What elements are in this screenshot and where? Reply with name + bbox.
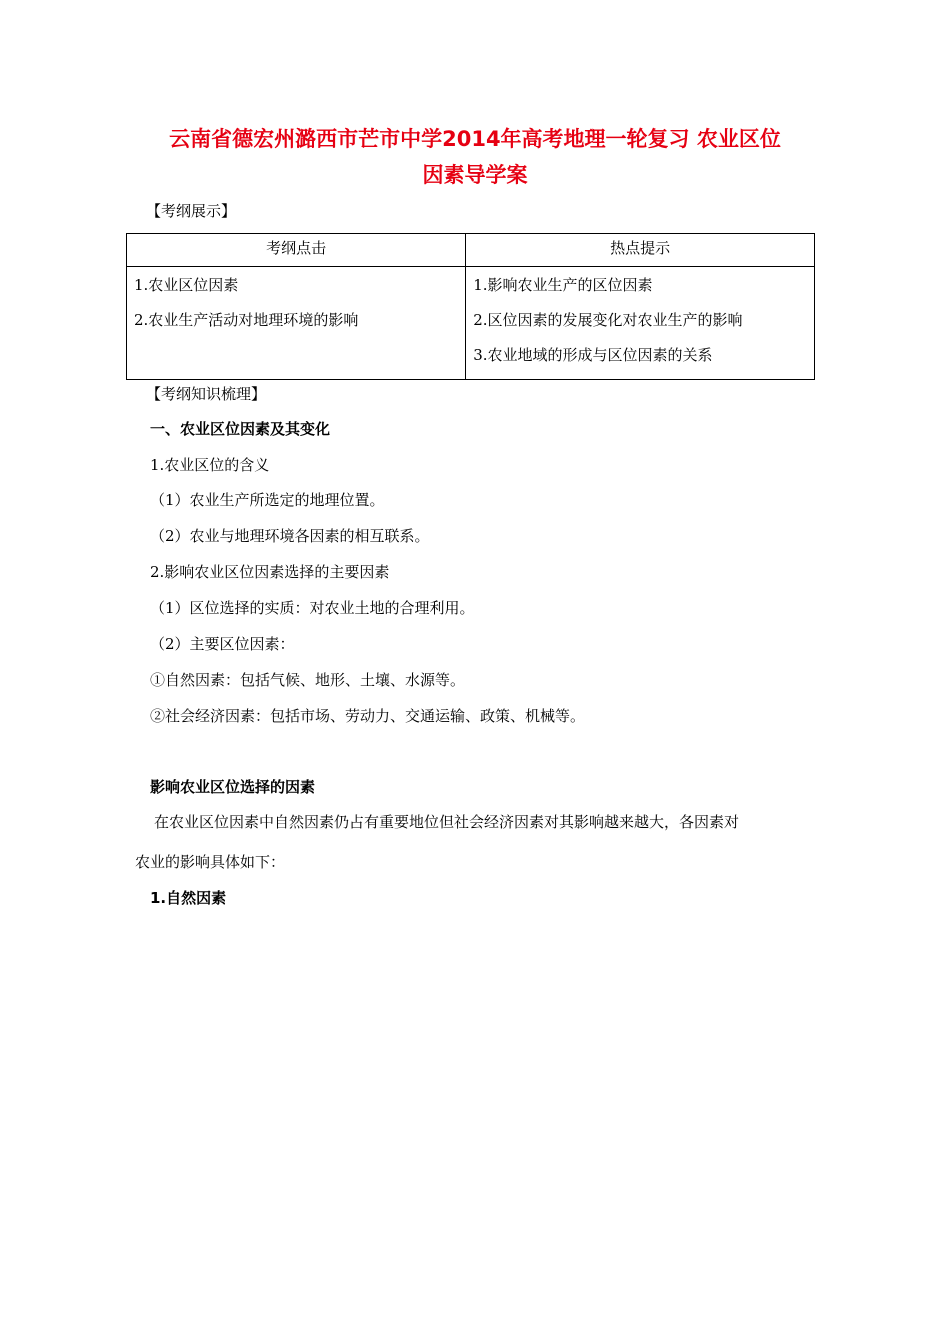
section-heading: 一、农业区位因素及其变化 xyxy=(150,420,331,438)
outline-cell-right xyxy=(466,267,815,380)
section-heading: 影响农业区位选择的因素 xyxy=(150,778,316,796)
outline-table xyxy=(126,233,815,380)
outline-right-item: 3.农业地域的形成与区位因素的关系 xyxy=(473,346,713,364)
outline-table-row xyxy=(127,267,815,380)
outline-left-item: 1.农业区位因素 xyxy=(134,276,239,294)
section-line: ①自然因素：包括气候、地形、土壤、水源等。 xyxy=(150,671,466,689)
paragraph-line: 在农业区位因素中自然因素仍占有重要地位但社会经济因素对其影响越来越大，各因素对 xyxy=(154,813,740,831)
outline-left-item: 2.农业生产活动对地理环境的影响 xyxy=(134,311,359,329)
paragraph-line: 农业的影响具体如下： xyxy=(135,853,286,871)
outline-table-header-row xyxy=(127,234,815,267)
section-line: （1）区位选择的实质：对农业土地的合理利用。 xyxy=(150,599,475,617)
document-title-line-2: 因素导学案 xyxy=(422,163,528,187)
section-line: 1.农业区位的含义 xyxy=(150,456,270,474)
section-line: （2）农业与地理环境各因素的相互联系。 xyxy=(150,527,430,545)
section-line: （1）农业生产所选定的地理位置。 xyxy=(150,491,385,509)
outline-right-item: 2.区位因素的发展变化对农业生产的影响 xyxy=(473,311,743,329)
section-line: 2.影响农业区位因素选择的主要因素 xyxy=(150,563,390,581)
outline-right-item: 1.影响农业生产的区位因素 xyxy=(473,276,653,294)
subheading: 1.自然因素 xyxy=(150,889,227,907)
outline-label: 【考纲展示】 xyxy=(146,202,237,220)
knowledge-label: 【考纲知识梳理】 xyxy=(146,385,267,403)
outline-cell-left xyxy=(127,267,466,380)
outline-header-right: 热点提示 xyxy=(466,234,815,267)
outline-header-left: 考纲点击 xyxy=(127,234,466,267)
section-line: ②社会经济因素：包括市场、劳动力、交通运输、政策、机械等。 xyxy=(150,707,586,725)
section-line: （2）主要区位因素： xyxy=(150,635,295,653)
document-title-line-1: 云南省德宏州潞西市芒市中学2014年高考地理一轮复习 农业区位 xyxy=(169,127,781,151)
